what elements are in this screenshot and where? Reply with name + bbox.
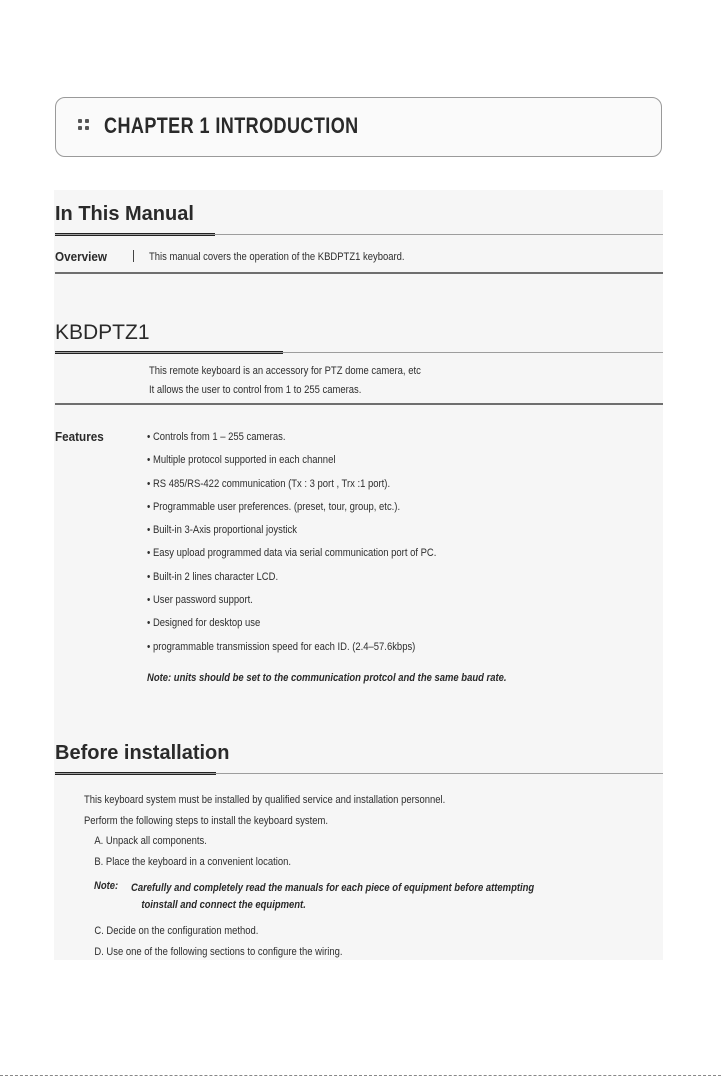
features-label: Features	[55, 429, 104, 444]
list-item: • Built-in 2 lines character LCD.	[147, 571, 436, 594]
section-heading-kbdptz1: KBDPTZ1	[55, 321, 150, 344]
install-note-line: toinstall and connect the equipment.	[141, 899, 306, 911]
list-item: A. Unpack all components.	[94, 835, 207, 847]
bullet-dots-icon	[78, 119, 92, 131]
section-divider	[55, 272, 663, 274]
features-list	[147, 431, 483, 664]
list-item: • Controls from 1 – 255 cameras.	[147, 431, 436, 454]
chapter-header	[55, 97, 662, 157]
list-item: • Built-in 3-Axis proportional joystick	[147, 524, 436, 547]
features-note: Note: units should be set to the communication protcol and the same baud rate.	[147, 672, 507, 684]
chapter-title: CHAPTER 1 INTRODUCTION	[104, 113, 359, 138]
list-item: • Designed for desktop use	[147, 617, 436, 640]
list-item: B. Place the keyboard in a convenient location.	[94, 855, 292, 868]
list-item: • Programmable user preferences. (preset, tour, group, etc.).	[147, 501, 436, 524]
kbdptz1-description-line: It allows the user to control from 1 to 255 cameras.	[149, 384, 362, 396]
section-heading-in-this-manual: In This Manual	[55, 203, 194, 225]
list-item: D. Use one of the following sections to configure the wiring.	[94, 945, 343, 958]
section-heading-before-installation: Before installation	[55, 742, 230, 764]
list-item: • programmable transmission speed for each ID. (2.4–57.6kbps)	[147, 641, 436, 664]
separator-bar	[133, 250, 134, 262]
heading-rule	[55, 234, 663, 235]
list-item: • Easy upload programmed data via serial communication port of PC.	[147, 547, 436, 570]
overview-label: Overview	[55, 249, 108, 264]
list-item: C. Decide on the configuration method.	[94, 925, 259, 937]
installation-steps-continued	[84, 925, 385, 966]
installation-steps	[84, 794, 504, 876]
heading-rule	[55, 352, 663, 353]
list-item: Perform the following steps to install the keyboard system.	[84, 814, 328, 827]
install-note-text	[131, 880, 595, 914]
list-item: • Multiple protocol supported in each channel	[147, 454, 436, 477]
list-item: This keyboard system must be installed by qualified service and installation personnel.	[84, 794, 446, 806]
install-note-line: Carefully and completely read the manuals for each piece of equipment before attempting	[131, 882, 535, 894]
install-note-label: Note:	[94, 880, 119, 892]
list-item: • User password support.	[147, 594, 436, 617]
list-item: • RS 485/RS-422 communication (Tx : 3 port , Trx :1 port).	[147, 478, 436, 501]
page-bottom-border	[0, 1075, 721, 1076]
overview-text: This manual covers the operation of the KBDPTZ1 keyboard.	[149, 251, 405, 263]
section-divider	[55, 403, 663, 405]
kbdptz1-description-line: This remote keyboard is an accessory for PTZ dome camera, etc	[149, 365, 421, 377]
heading-rule	[55, 773, 663, 774]
